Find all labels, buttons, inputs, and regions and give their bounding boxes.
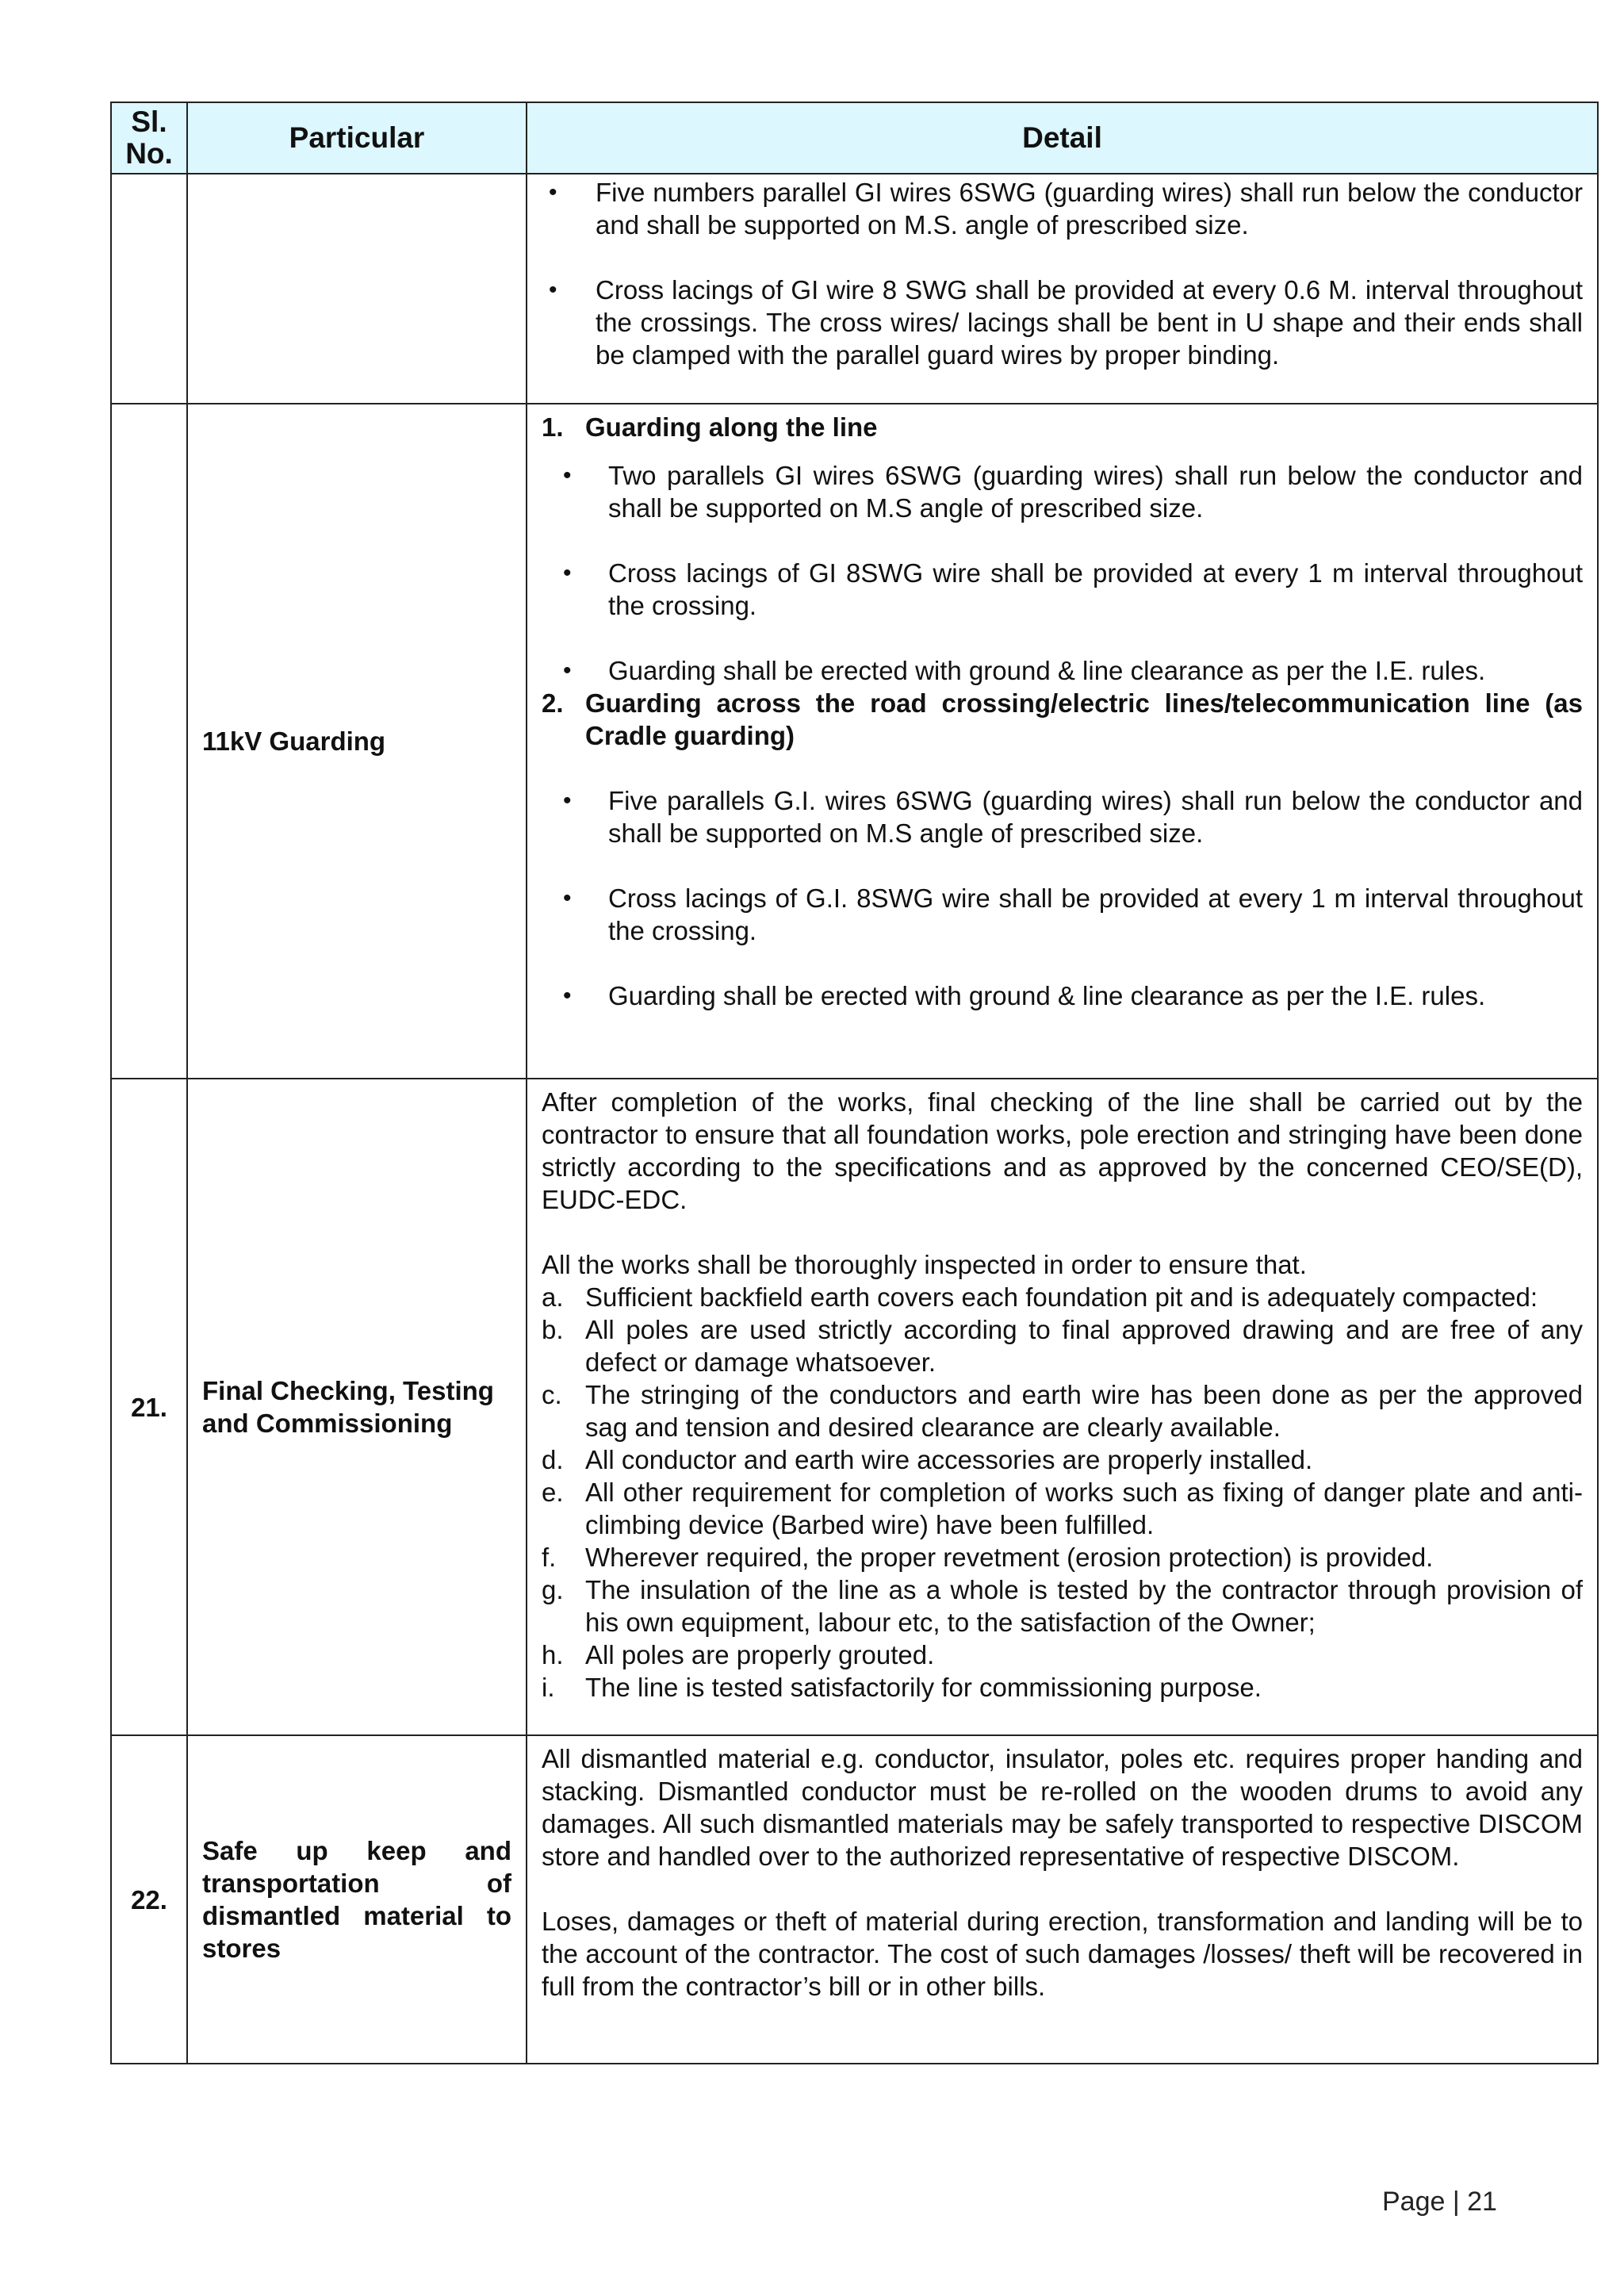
list-item: • Cross lacings of GI wire 8 SWG shall be provided at every 0.6 M. interval throughout the crossings. The cross wires/ lacings shall be bent in U shape and their ends shall be clamped with the parallel guard wires by proper binding. — [542, 274, 1583, 371]
row-21-particular: Final Checking, Testing and Commissioning — [187, 1079, 527, 1735]
row-22-detail-cell — [527, 1735, 1598, 2064]
list-text: All poles are used strictly according to final approved drawing and are free of any defect or damage whatsoever. — [585, 1315, 1583, 1377]
cont-particular-cell — [187, 174, 527, 404]
particular-line: stores — [202, 1934, 282, 1963]
header-sl-no: Sl. No. — [111, 102, 187, 174]
list-text: The stringing of the conductors and earth wire has been done as per the approved sag and tension and desired clearance are clearly available. — [585, 1380, 1583, 1442]
particular-line: Safe up keep and — [202, 1836, 511, 1865]
list-text: All poles are properly grouted. — [585, 1640, 935, 1669]
table-row-22 — [111, 1735, 1598, 2064]
list-item — [542, 1476, 1583, 1541]
list-item: • Cross lacings of G.I. 8SWG wire shall be provided at every 1 m interval throughout the crossing. — [542, 882, 1583, 947]
header-particular: Particular — [187, 102, 527, 174]
list-marker: d. — [542, 1445, 564, 1474]
list-item: • Five numbers parallel GI wires 6SWG (guarding wires) shall run below the conductor and shall be supported on M.S. angle of prescribed size. — [542, 176, 1583, 241]
row-21-intro: All the works shall be thoroughly inspected in order to ensure that. — [542, 1250, 1307, 1279]
row-21-paragraph: After completion of the works, final checking of the line shall be carried out by the contractor to ensure that all foundation works, pole erection and stringing have been done strictly according to the specifications and as approved by the concerned CEO/SE(D), EUDC-EDC. — [542, 1087, 1583, 1214]
table-row-11kv-guarding — [111, 404, 1598, 1079]
cont-bullet-list — [542, 176, 1583, 371]
section-number: 2. — [542, 688, 564, 718]
particular-line: transportation of — [202, 1869, 511, 1898]
list-marker: g. — [542, 1575, 564, 1604]
list-item — [542, 1281, 1583, 1313]
table-row-continued — [111, 174, 1598, 404]
list-marker: e. — [542, 1478, 564, 1507]
list-text: Wherever required, the proper revetment (erosion protection) is provided. — [585, 1543, 1434, 1572]
section-number: 1. — [542, 412, 564, 442]
list-marker: i. — [542, 1673, 555, 1702]
table-row-21 — [111, 1079, 1598, 1735]
list-item: • Five parallels G.I. wires 6SWG (guarding wires) shall run below the conductor and shall be supported on M.S angle of prescribed size. — [542, 784, 1583, 849]
row-21-checklist — [542, 1281, 1583, 1704]
list-text: Sufficient backfield earth covers each foundation pit and is adequately compacted: — [585, 1282, 1538, 1312]
row-21-detail-cell — [527, 1079, 1598, 1735]
list-marker: h. — [542, 1640, 564, 1669]
section-1-bullets — [542, 459, 1583, 687]
list-item: • Cross lacings of GI 8SWG wire shall be provided at every 1 m interval throughout the crossing. — [542, 557, 1583, 622]
section-heading — [542, 411, 1583, 443]
cont-detail-cell — [527, 174, 1598, 404]
list-marker: f. — [542, 1543, 557, 1572]
list-item: • Two parallels GI wires 6SWG (guarding wires) shall run below the conductor and shall be supported on M.S angle of prescribed size. — [542, 459, 1583, 524]
list-item: • Guarding shall be erected with ground & line clearance as per the I.E. rules. — [542, 979, 1583, 1012]
row-22-paragraph: All dismantled material e.g. conductor, insulator, poles etc. requires proper handing and stacking. Dismantled conductor must be re-rolled on the wooden drums to avoid any damages. All such dismantled materials may be safely transported to respective DISCOM store and handled over to the authorized representative of respective DISCOM. — [542, 1744, 1583, 1871]
row-11kv-particular: 11kV Guarding — [187, 404, 527, 1079]
particular-line: dismantled material to — [202, 1901, 511, 1930]
list-item — [542, 1378, 1583, 1443]
header-detail: Detail — [527, 102, 1598, 174]
list-marker: a. — [542, 1282, 564, 1312]
row-22-particular — [187, 1735, 527, 2064]
list-text: The insulation of the line as a whole is tested by the contractor through provision of his own equipment, labour etc, to the satisfaction of the Owner; — [585, 1575, 1583, 1637]
list-item — [542, 1313, 1583, 1378]
list-item: • Guarding shall be erected with ground & line clearance as per the I.E. rules. — [542, 654, 1583, 687]
table-header-row — [111, 102, 1598, 174]
list-item — [542, 1639, 1583, 1671]
row-11kv-detail-cell — [527, 404, 1598, 1079]
list-item — [542, 1671, 1583, 1704]
specification-table — [110, 102, 1599, 2064]
section-heading — [542, 687, 1583, 752]
page-number: Page | 21 — [1382, 2187, 1497, 2217]
list-text: The line is tested satisfactorily for commissioning purpose. — [585, 1673, 1262, 1702]
cont-sl-cell — [111, 174, 187, 404]
section-title: Guarding across the road crossing/electric lines/telecommunication line (as Cradle guarding) — [585, 688, 1583, 750]
section-2-bullets — [542, 784, 1583, 1012]
list-item — [542, 1443, 1583, 1476]
list-marker: b. — [542, 1315, 564, 1344]
list-item — [542, 1541, 1583, 1573]
list-marker: c. — [542, 1380, 562, 1409]
row-22-sl-no: 22. — [111, 1735, 187, 2064]
row-22-paragraph: Loses, damages or theft of material during erection, transformation and landing will be to the account of the contractor. The cost of such damages /losses/ theft will be recovered in full from the contractor’s bill or in other bills. — [542, 1907, 1583, 2001]
list-text: All conductor and earth wire accessories are properly installed. — [585, 1445, 1313, 1474]
row-11kv-sl-cell — [111, 404, 187, 1079]
list-item — [542, 1573, 1583, 1639]
row-21-sl-no: 21. — [111, 1079, 187, 1735]
list-text: All other requirement for completion of works such as fixing of danger plate and anti-climbing device (Barbed wire) have been fulfilled. — [585, 1478, 1583, 1539]
section-title: Guarding along the line — [585, 412, 878, 442]
